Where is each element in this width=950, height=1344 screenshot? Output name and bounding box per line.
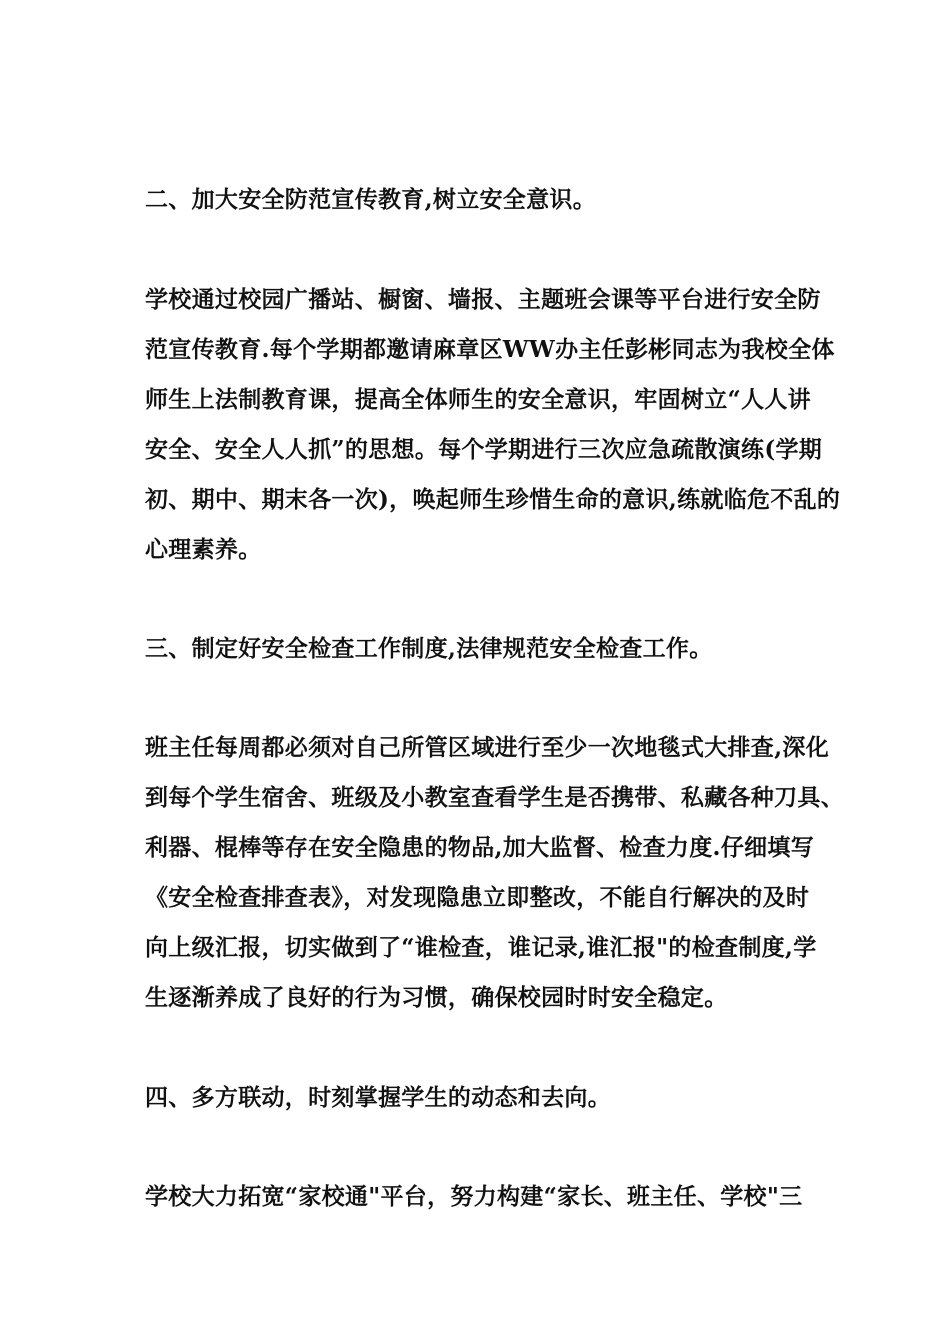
section-heading-4: 四、多方联动，时刻掌握学生的动态和去向。 — [145, 1084, 611, 1111]
paragraph-line: 师生上法制教育课，提高全体师生的安全意识，牢固树立“人人讲 — [145, 386, 811, 413]
section-paragraph-4 — [145, 1172, 845, 1222]
paragraph-line: 到每个学生宿舍、班级及小教室查看学生是否携带、私藏各种刀具、 — [145, 784, 844, 811]
section-paragraph-2 — [145, 275, 845, 575]
paragraph-line: 向上级汇报，切实做到了“谁检查，谁记录,谁汇报"的检查制度,学 — [145, 934, 817, 961]
paragraph-line: 心理素养。 — [145, 536, 262, 563]
section-heading-2: 二、加大安全防范宣传教育,树立安全意识。 — [145, 186, 597, 213]
paragraph-line: 生逐渐养成了良好的行为习惯，确保校园时时安全稳定。 — [145, 984, 728, 1011]
paragraph-line: 学校大力拓宽“家校通"平台，努力构建“家长、班主任、学校"三 — [145, 1183, 803, 1210]
paragraph-line: 学校通过校园广播站、橱窗、墙报、主题班会课等平台进行安全防 — [145, 286, 821, 313]
paragraph-line: 安全、安全人人抓”的思想。每个学期进行三次应急疏散演练(学期 — [145, 436, 823, 463]
paragraph-line: 利器、棍棒等存在安全隐患的物品,加大监督、检查力度.仔细填写 — [145, 834, 815, 861]
section-paragraph-3 — [145, 723, 845, 1023]
paragraph-line: 《安全检查排查表》，对发现隐患立即整改，不能自行解决的及时 — [145, 884, 810, 911]
paragraph-line: 初、期中、期末各一次)，唤起师生珍惜生命的意识,练就临危不乱的 — [145, 486, 841, 513]
section-heading-3: 三、制定好安全检查工作制度,法律规范安全检查工作。 — [145, 635, 713, 662]
paragraph-line: 范宣传教育.每个学期都邀请麻章区WW办主任彭彬同志为我校全体 — [145, 336, 835, 363]
paragraph-line: 班主任每周都必须对自己所管区域进行至少一次地毯式大排查,深化 — [145, 734, 830, 761]
